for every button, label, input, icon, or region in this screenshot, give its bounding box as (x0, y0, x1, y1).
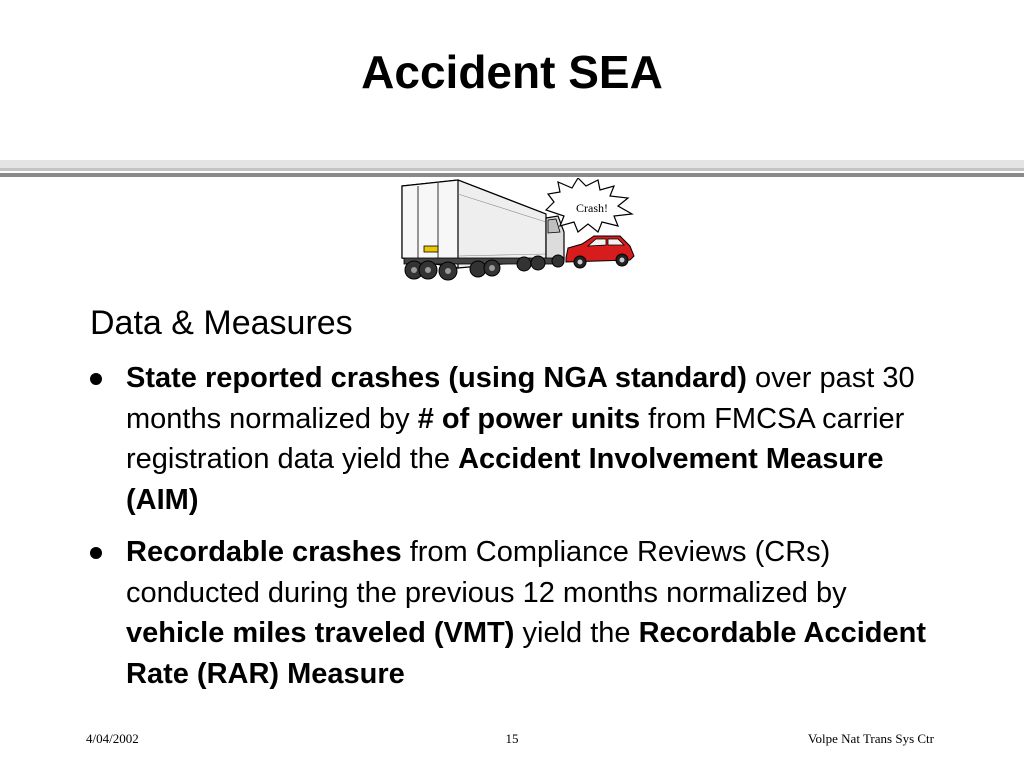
bullet-dot-icon (90, 373, 102, 385)
slide-title: Accident SEA (361, 46, 663, 98)
bullet-item (90, 532, 950, 694)
car-icon (566, 236, 634, 268)
bullet-text: over past 30 months normalized by (126, 362, 915, 435)
title-divider-light (0, 160, 1024, 168)
bullet-bold-text: Recordable Accident Rate (RAR) Measure (126, 617, 926, 690)
bullet-list (90, 358, 950, 706)
bullet-item (90, 358, 950, 520)
bullet-bold-text: # of power units (417, 402, 641, 435)
bullet-bold-text: vehicle miles traveled (VMT) (126, 617, 515, 649)
bullet-bold-text: Recordable crashes (126, 536, 402, 568)
section-heading: Data & Measures (90, 304, 353, 342)
footer-date: 4/04/2002 (86, 731, 139, 746)
title-divider-dark (0, 173, 1024, 177)
truck-car-crash-illustration (398, 178, 642, 284)
truck-icon (402, 180, 564, 280)
bullet-bold-text: State reported crashes (using NGA standard) (126, 362, 747, 394)
bullet-text: yield the (514, 617, 639, 649)
bullet-bold-text: Accident Involvement Measure (AIM) (126, 443, 884, 516)
footer-organization: Volpe Nat Trans Sys Ctr (807, 731, 934, 746)
footer-page-number: 15 (505, 731, 519, 746)
crash-label: Crash! (576, 201, 608, 215)
bullet-dot-icon (90, 547, 102, 559)
bullet-text: from FMCSA carrier registration data yield the (126, 402, 905, 475)
title-divider-mid (0, 168, 1024, 171)
bullet-text: from Compliance Reviews (CRs) conducted during the previous 12 months normalized by (126, 536, 847, 609)
